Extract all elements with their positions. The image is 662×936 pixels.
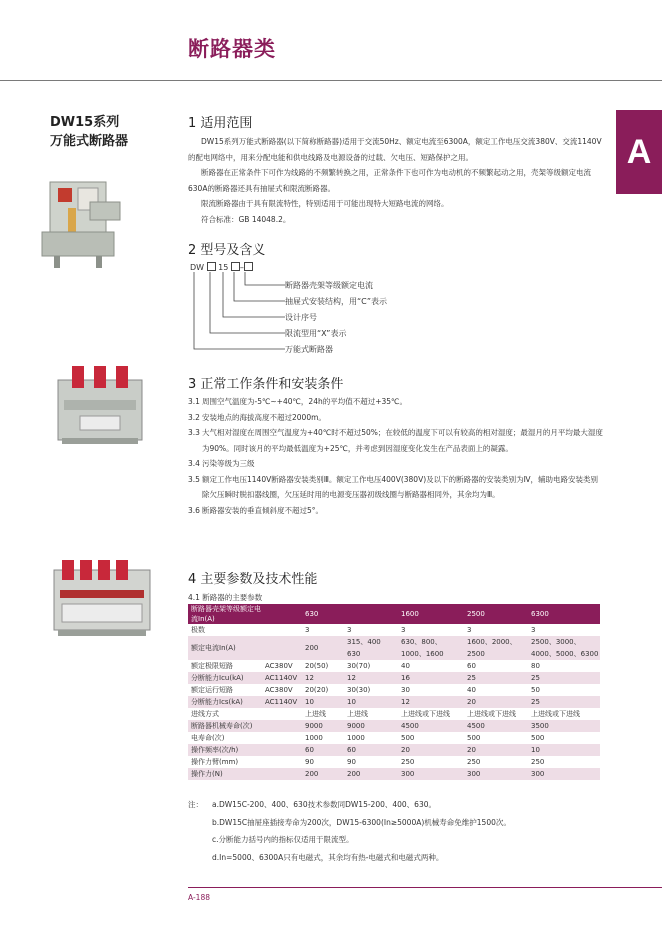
table-cell: 30(30) [347, 686, 371, 694]
model-code-prefix: DW [190, 263, 205, 272]
table-cell: 额定电流In(A) [188, 636, 262, 660]
table-cell: 极数 [191, 626, 205, 634]
product-series-title: DW15系列 [50, 115, 120, 130]
table-row [188, 756, 600, 768]
condition-text: 周围空气温度为-5℃~+40℃，24h的平均值不超过+35℃。 [202, 397, 407, 406]
note-row [188, 831, 608, 849]
condition-item [188, 425, 604, 456]
table-cell [262, 624, 302, 636]
table-cell: 3500 [528, 720, 600, 732]
model-box-1 [207, 262, 216, 271]
table-cell: 40 [467, 686, 476, 694]
table-cell: AC380V [265, 662, 293, 670]
table-header-cell [262, 604, 302, 624]
table-cell: 电寿命(次) [191, 734, 225, 742]
model-box-2 [231, 262, 240, 271]
table-cell: 10 [302, 696, 344, 708]
table-cell: 250 [467, 758, 481, 766]
table-cell: 上进线或下进线 [531, 710, 580, 718]
model-code: DW 15 – [190, 262, 253, 272]
condition-number: 3.6 [188, 505, 200, 515]
table-cell: 500 [467, 734, 481, 742]
table-cell: 315、400 630 [344, 636, 398, 660]
notes-lead: 注： [188, 800, 203, 809]
table-cell: 80 [531, 662, 540, 670]
condition-text: 额定工作电压1140V断路器安装类别Ⅲ。额定工作电压400V(380V)及以下的断路器的安装类别为Ⅳ，辅助电路安装类别除欠压瞬时脱扣器线圈，欠压延时用的电源变压器初级线圈与断路器相同外，其余均为Ⅲ。 [202, 474, 599, 499]
note-text: c.分断能力括号内的指标仅适用于限流型。 [212, 835, 354, 844]
condition-text: 污染等级为三级 [202, 459, 255, 468]
condition-item [188, 410, 604, 426]
table-cell: 60 [302, 744, 344, 756]
section-heading-conditions: 3 正常工作条件和安装条件 [188, 377, 344, 392]
table-header-cell: 断路器壳架等级额定电流In(A) [188, 604, 262, 624]
table-cell: 上进线 [305, 710, 326, 718]
table-cell: 20(50) [305, 662, 329, 670]
table-header-cell [344, 604, 398, 624]
table-header-cell: 1600 [398, 604, 464, 624]
header-divider [0, 80, 662, 81]
table-cell: 分断能力Ics(kA) [188, 696, 262, 708]
table-cell: 操作力臂(mm) [191, 758, 239, 766]
table-cell: 12 [302, 672, 344, 684]
table-cell: 630、800、 1000、1600 [398, 636, 464, 660]
table-title: 4.1 断路器的主要参数 [188, 593, 263, 602]
table-cell [262, 744, 302, 756]
table-header-cell: 630 [302, 604, 344, 624]
notes [188, 796, 608, 866]
table-cell: 90 [347, 758, 356, 766]
table-row [188, 744, 600, 756]
table-cell: 25 [528, 672, 600, 684]
table-cell: 25 [528, 696, 600, 708]
table-cell: 20 [464, 744, 528, 756]
table-cell: 200 [344, 768, 398, 780]
table-cell: 4500 [398, 720, 464, 732]
section-tab: A [616, 110, 662, 194]
condition-number: 3.5 [188, 474, 200, 484]
note-row [188, 814, 608, 832]
condition-item [188, 394, 604, 410]
model-label-universal: 万能式断路器 [285, 345, 333, 354]
table-cell: 500 [531, 734, 545, 742]
table-cell: 250 [401, 758, 415, 766]
table-cell: 上进线或下进线 [401, 710, 450, 718]
footer-divider [188, 887, 662, 888]
table-cell: 250 [531, 758, 545, 766]
scope-paragraph-3: 限流断路器由于具有限流特性，特别适用于可能出现特大短路电流的网络。 [201, 199, 449, 208]
table-cell: 90 [305, 758, 314, 766]
model-label-limiting: 限流型用“X”表示 [285, 329, 347, 338]
condition-number: 3.3 [188, 428, 200, 437]
model-label-drawout: 抽屉式安装结构，用“C”表示 [285, 297, 388, 306]
table-cell: 1000 [347, 734, 365, 742]
table-cell: 40 [401, 662, 410, 670]
table-cell: 上进线或下进线 [467, 710, 516, 718]
condition-item [188, 503, 604, 519]
conditions-list [188, 394, 604, 518]
scope-paragraph-4: 符合标准：GB 14048.2。 [201, 214, 291, 224]
table-cell: 3 [347, 626, 352, 634]
condition-item [188, 472, 604, 503]
table-row [188, 636, 600, 660]
table-row [188, 732, 600, 744]
table-cell: 进线方式 [191, 710, 219, 718]
table-cell: 3 [305, 626, 310, 634]
table-cell: 300 [528, 768, 600, 780]
table-cell: 16 [398, 672, 464, 684]
table-row [188, 696, 600, 708]
table-cell [262, 636, 302, 660]
note-row [188, 796, 608, 814]
model-label-design: 设计序号 [285, 313, 317, 322]
table-cell: 300 [464, 768, 528, 780]
note-text: b.DW15C抽屉座插接寿命为200次，DW15-6300(In≥5000A)机械寿命免维护1500次。 [212, 817, 511, 827]
scope-paragraph-1: DW15系列万能式断路器(以下简称断路器)适用于交流50Hz、额定电流至6300A，额定工作电压交流380V、交流1140V的配电网络中，用来分配电能和供电线路及电源设备的过载、欠电压、短路保护之用。 [188, 137, 602, 162]
table-cell: 断路器机械寿命(次) [188, 720, 262, 732]
table-cell: 3 [531, 626, 536, 634]
table-cell: 操作力(N) [188, 768, 262, 780]
table-cell: 20 [398, 744, 464, 756]
scope-text [188, 134, 604, 227]
table-cell: 60 [467, 662, 476, 670]
section-heading-parameters: 4 主要参数及技术性能 [188, 572, 318, 587]
note-row [188, 849, 608, 867]
condition-number: 3.4 [188, 459, 200, 468]
table-cell: 额定极限短路 [191, 662, 233, 670]
model-box-3 [244, 262, 253, 271]
table-cell: 200 [302, 636, 344, 660]
product-photo-2 [50, 360, 150, 450]
table-cell: 20(20) [305, 686, 329, 694]
table-row [188, 660, 600, 672]
table-cell: AC380V [265, 686, 293, 694]
table-header-row [188, 604, 600, 624]
table-cell: AC1140V [262, 696, 302, 708]
table-cell [262, 732, 302, 744]
table-cell: 30 [401, 686, 410, 694]
product-photo-1 [28, 172, 138, 272]
table-cell: 500 [401, 734, 415, 742]
table-cell: 25 [464, 672, 528, 684]
table-cell: 分断能力Icu(kA) [188, 672, 262, 684]
page-title: 断路器类 [188, 37, 276, 61]
note-text: d.In=5000、6300A只有电磁式，其余均有热-电磁式和电磁式两种。 [212, 852, 444, 862]
table-cell: 30(70) [347, 662, 371, 670]
model-label-current: 断路器壳架等级额定电流 [285, 281, 373, 290]
table-cell [262, 768, 302, 780]
product-type-title: 万能式断路器 [50, 134, 129, 149]
table-cell: 20 [464, 696, 528, 708]
table-cell [262, 756, 302, 768]
section-heading-scope: 1 适用范围 [188, 116, 253, 131]
table-row [188, 708, 600, 720]
table-cell: 60 [344, 744, 398, 756]
condition-text: 断路器安装的垂直倾斜度不超过5°。 [202, 505, 324, 515]
table-cell: 300 [398, 768, 464, 780]
table-cell: 10 [528, 744, 600, 756]
table-row [188, 684, 600, 696]
table-header-cell: 6300 [528, 604, 600, 624]
table-cell: 12 [344, 672, 398, 684]
table-cell [262, 720, 302, 732]
table-cell: 9000 [344, 720, 398, 732]
table-cell: 3 [401, 626, 406, 634]
condition-item [188, 456, 604, 472]
table-cell [262, 708, 302, 720]
condition-text: 大气相对湿度在周围空气温度为+40℃时不超过50%；在较低的温度下可以有较高的相对湿度；最湿月的月平均最大湿度为90%。同时该月的平均最低温度为+25℃，并考虑到因湿度变化发生在产品表面上的凝露。 [202, 428, 603, 453]
condition-text: 安装地点的海拔高度不超过2000m。 [202, 412, 326, 422]
page-number: A-188 [188, 893, 210, 902]
table-cell: 3 [467, 626, 472, 634]
table-row [188, 672, 600, 684]
note-text: a.DW15C-200、400、630技术参数同DW15-200、400、630。 [212, 800, 436, 809]
table-row [188, 768, 600, 780]
product-photo-3 [48, 556, 156, 642]
table-row [188, 720, 600, 732]
condition-number: 3.1 [188, 397, 200, 406]
table-cell: 操作频率(次/h) [188, 744, 262, 756]
table-cell: 上进线 [347, 710, 368, 718]
table-cell: 4500 [464, 720, 528, 732]
table-cell: 1600、2000、 2500 [464, 636, 528, 660]
table-cell: 2500、3000、 4000、5000、6300 [528, 636, 600, 660]
model-code-number: 15 [218, 263, 229, 272]
table-cell: 10 [344, 696, 398, 708]
section-heading-model: 2 型号及含义 [188, 243, 266, 258]
model-diagram-lines [190, 272, 286, 352]
table-cell: 1000 [305, 734, 323, 742]
table-cell: 9000 [302, 720, 344, 732]
condition-number: 3.2 [188, 412, 200, 422]
table-row [188, 624, 600, 636]
parameters-table [188, 604, 600, 780]
table-cell: 额定运行短路 [191, 686, 233, 694]
scope-paragraph-2: 断路器在正常条件下可作为线路的不频繁转换之用，正常条件下也可作为电动机的不频繁起动之用，壳架等级额定电流630A的断路器还具有抽屉式和限流断路器。 [188, 168, 591, 193]
table-cell: 50 [531, 686, 540, 694]
table-cell: AC1140V [262, 672, 302, 684]
table-header-cell: 2500 [464, 604, 528, 624]
table-cell: 200 [302, 768, 344, 780]
table-cell: 12 [398, 696, 464, 708]
